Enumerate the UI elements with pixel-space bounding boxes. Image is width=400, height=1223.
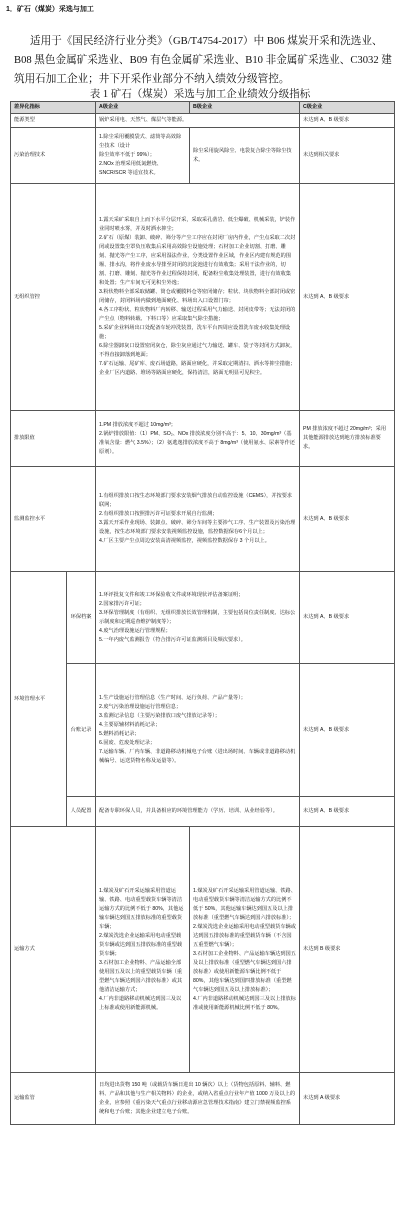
row-label: 环境管理水平 bbox=[11, 572, 67, 827]
cell-line: 3.石材加工企业物料、产品运输车辆达到国五及以上排放标准（重型燃气车辆达到国六排放标准）或使用新能源车辆比例不低于 80%，其他车辆达到国四排放标准（重型燃气车辆达到国五及以上排放标准）； bbox=[193, 950, 296, 993]
cell-line: 6.固废、危废处理记录； bbox=[99, 740, 156, 746]
intro-paragraph: 适用于《国民经济行业分类》（GB/T4754-2017）中 B06 煤炭开采和洗选业、B08 黑色金属矿采选业、B09 有色金属矿采选业、B10 非金属矿采选业、C3032 建筑用石加工企业；井下开采作业部分不纳入绩效分级管控。 bbox=[14, 36, 392, 85]
row-env-ledger bbox=[11, 664, 395, 797]
cell-c: 未达到 A、B 级要求 bbox=[300, 114, 395, 128]
cell-line: 4.各工序粉状、粒状物料厂内转移、输送过程采用气力输送、封闭皮带等；无法封闭的产尘点（物料转载、下料口等）应采取集气除尘措施； bbox=[99, 307, 296, 322]
cell-line: 4.废气治理设施运行管理规程； bbox=[99, 627, 171, 634]
cell-line: 2.NOx 治理采用低氮燃烧、SNCR/SCR 等适宜技术。 bbox=[99, 161, 162, 176]
cell-line: 5.采矿企业料场出口处配备车轮冲洗装置，洗车平台四周应设置洗车废水收集处理设施； bbox=[99, 325, 291, 340]
row-label: 污染治理技术 bbox=[11, 128, 96, 184]
cell-line: 1.煤炭及矿石开采运输采用管道运输、铁路、电动重型载货车辆等清洁运输方式的比例不低于 50%，其他运输车辆达到国五及以上排放标准（重型燃气车辆达到国六排放标准）； bbox=[193, 887, 296, 921]
cell-line: 4.主要原辅材料消耗记录； bbox=[99, 722, 161, 728]
cell-line: 1.除尘采用覆膜袋式、滤筒等高效除尘技术（设计 bbox=[99, 134, 182, 149]
row-label: 无组织管控 bbox=[11, 184, 96, 411]
row-env-staff bbox=[11, 797, 395, 827]
cell-line: 除尘效率不低于 99%）； bbox=[99, 152, 155, 158]
cell-line: 3.露天开采作业现场、装卸点、破碎、筛分车间等主要涉气工序、生产装置及污染治理设施，按生态环境部门要求安装视频监控设施，监控数据保存6个月以上； bbox=[99, 520, 296, 535]
row-emission bbox=[11, 411, 395, 467]
cell-line: 1.环评批复文件和竣工环保验收文件或环境现状评估备案证明； bbox=[99, 591, 244, 598]
cell-line: 2.国家排污许可证； bbox=[99, 600, 145, 607]
cell-line: 3.监测记录信息（主要污染排放口废气排放记录等）； bbox=[99, 713, 221, 719]
header-a-level: A级企业 bbox=[96, 102, 190, 114]
cell-a bbox=[96, 128, 190, 184]
cell-line: 7.运输车辆、厂内车辆、非道路移动机械电子台账（进出场时间、车辆或非道路移动机械编号、运送货物名称及运量等）。 bbox=[99, 749, 296, 764]
cell-c: 未达到 A 级要求 bbox=[300, 1073, 395, 1125]
cell-c: 未达到相关要求 bbox=[300, 128, 395, 184]
cell-c: 未达到 A、B 级要求 bbox=[300, 797, 395, 827]
row-sublabel: 台账记录 bbox=[67, 664, 96, 797]
row-sublabel: 环保档案 bbox=[67, 572, 96, 664]
cell-a: 日均进出货物 150 吨（或载货车辆日进出 10 辆次）以上（货物包括原料、辅料、燃料、产品和其他与生产相关物料）的企业，或纳入省重点行业年产值 1000 万及以上的企业，应参照《重污染天气重点行业移动源应急管理技术指南》建立门禁视频监控系统和电子台账；其他企业建立电子台账。 bbox=[96, 1073, 300, 1125]
cell-line: 1.有组织排放口按生态环境部门要求安装烟气排放自动监控设施（CEMS），并按要求联网； bbox=[99, 493, 293, 508]
row-label: 能源类型 bbox=[11, 114, 96, 128]
cell-c: PM 排放浓度不超过 20mg/m³；采用其他能源排放达到地方排放标准要求。 bbox=[300, 411, 395, 467]
row-sublabel: 人员配置 bbox=[67, 797, 96, 827]
cell-line: 4.厂区主要产尘点周边安装高清视频监控，视频监控数据保存 3 个月以上。 bbox=[99, 538, 270, 544]
cell-b: 除尘采用旋风除尘、电袋复合除尘等除尘技术。 bbox=[190, 128, 300, 184]
cell-line: 7.矿石运输、尾矿库、废石场道路，路面应硬化，并采取定期清扫、洒水等抑尘措施；企业厂区内道路、堆场等路面应硬化，保持清洁，路面无明显可见积尘。 bbox=[99, 361, 296, 376]
cell-line: 5.一年内废气监测报告（符合排污许可证监测项目及频次要求）。 bbox=[99, 636, 246, 643]
cell-line: 1.露天采矿采取自上而下水平分层开采，采取采孔凿岩、低尘爆破、机械采装，铲装作业同时喷水雾，并及时洒水抑尘； bbox=[99, 217, 296, 232]
table-header-row bbox=[11, 102, 395, 114]
cell-a bbox=[96, 827, 190, 1073]
table-caption: 表 1 矿石（煤炭）采选与加工企业绩效分级指标 bbox=[89, 89, 311, 100]
row-transport bbox=[11, 827, 395, 1073]
cell-c: 未达到 B 级要求 bbox=[300, 827, 395, 1073]
cell-a bbox=[96, 184, 300, 411]
row-energy bbox=[11, 114, 395, 128]
cell-a: 配备专职环保人员，并具备相应的环境管理能力（学历、培训、从业经验等）。 bbox=[96, 797, 300, 827]
cell-line: 3.粉状物料全部采取储罐、筒仓或覆膜料仓等密闭储存；粒状、块状物料全部封闭或密闭储存，封闭料场内做到地面硬化、料场出入口设置门帘； bbox=[99, 289, 296, 304]
row-label: 运输监管 bbox=[11, 1073, 96, 1125]
cell-line: 2.煤炭洗选企业运输采用电动重型载货车辆或达到国五排放标准的重型载货车辆（不含国五重型燃气车辆）； bbox=[193, 923, 296, 948]
cell-c: 未达到 A、B 级要求 bbox=[300, 572, 395, 664]
cell-line: 2.煤炭洗选企业运输采用电动重型载货车辆或达到国五排放标准的重型载货车辆； bbox=[99, 932, 183, 957]
cell-a bbox=[96, 411, 300, 467]
row-monitoring bbox=[11, 467, 395, 572]
row-env-docs bbox=[11, 572, 395, 664]
cell-line: 4.厂内非道路移动机械达到国三及以上标准或使用新能源机械。 bbox=[99, 995, 182, 1011]
cell-b bbox=[190, 827, 300, 1073]
cell-line: 6.除尘器卸灰口设置密闭灰仓，除尘灰应通过气力输送、罐车、袋子等封闭方式卸灰，不得直接卸落到地面； bbox=[99, 343, 296, 358]
cell-line: 2.废气污染治理设施运行管理信息； bbox=[99, 704, 182, 710]
cell-c: 未达到 A、B 级要求 bbox=[300, 467, 395, 572]
cell-line: 3.环保管理制度（有组织、无组织排放长效管理机制，主要包括岗位责任制度、达标公示制度和定期巡查维护制度等）； bbox=[99, 609, 296, 625]
cell-line: 1.生产设施运行管理信息（生产时间、运行负荷、产品产量等）； bbox=[99, 695, 246, 701]
header-b-level: B级企业 bbox=[190, 102, 300, 114]
cell-a bbox=[96, 664, 300, 797]
cell-a bbox=[96, 572, 300, 664]
header-c-level: C级企业 bbox=[300, 102, 395, 114]
row-label: 排放限值 bbox=[11, 411, 96, 467]
row-fugitive bbox=[11, 184, 395, 411]
cell-line: 1.煤炭及矿石开采运输采用管道运输、铁路、电动重型载货车辆等清洁运输方式的比例不低于 80%，其他运输车辆达到国五排放标准的重型载货车辆； bbox=[99, 887, 184, 930]
grading-table bbox=[10, 101, 395, 1125]
cell-line: 2.矿石（原煤）装卸、破碎、筛分等产尘工序应在封闭厂房内作业，产尘点采取二次封闭或设置集尘罩负压收集后采用高效除尘设施处理；石材加工企业切割、打磨、雕刻、抛光等产尘工序，应采用湿法作业，分类设置作业区域，作业区内建有规范的围堰、排水沟，将作业废水导排至封闭的沉淀池进行有效收集；采用干法作业的，切割、打磨、雕刻、抛光等作业过程保持封闭，配备粉尘收集处理装置，进行有效收集和处置；生产车间无可见积尘外逸； bbox=[99, 235, 296, 286]
cell-a: 锅炉采用电、天然气、煤层气等能源。 bbox=[96, 114, 300, 128]
cell-line: 2.锅炉排放限值：（1）PM、SO₂、NOx 排放浓度分别不高于：5、10、30mg/m³（基准氧含量：燃气 3.5%）；（2）氨逃逸排放浓度不高于 8mg/m³（使用氨水、尿素等作还原剂）。 bbox=[99, 430, 295, 455]
section-title: 1．矿石（煤炭）采选与加工 bbox=[6, 6, 94, 13]
cell-c: 未达到 A、B 级要求 bbox=[300, 664, 395, 797]
header-indicator: 差异化指标 bbox=[11, 102, 96, 114]
cell-line: 1.PM 排放浓度不超过 10mg/m³； bbox=[99, 421, 176, 428]
cell-line: 3.石材加工企业物料、产品运输全部使用国五及以上的重型载货车辆（重型燃气车辆达到国六排放标准）或其他清洁运输方式； bbox=[99, 959, 183, 993]
cell-line: 5.燃料消耗记录； bbox=[99, 731, 140, 737]
row-label: 运输方式 bbox=[11, 827, 96, 1073]
row-label: 监测监控水平 bbox=[11, 467, 96, 572]
cell-line: 4.厂内非道路移动机械达到国三及以上排放标准或使用新能源机械比例不低于 80%。 bbox=[193, 995, 296, 1011]
row-pollution bbox=[11, 128, 395, 184]
row-supervision bbox=[11, 1073, 395, 1125]
cell-a bbox=[96, 467, 300, 572]
cell-c: 未达到 A、B 级要求 bbox=[300, 184, 395, 411]
cell-line: 2.有组织排放口按照排污许可证要求开展自行监测； bbox=[99, 511, 218, 517]
